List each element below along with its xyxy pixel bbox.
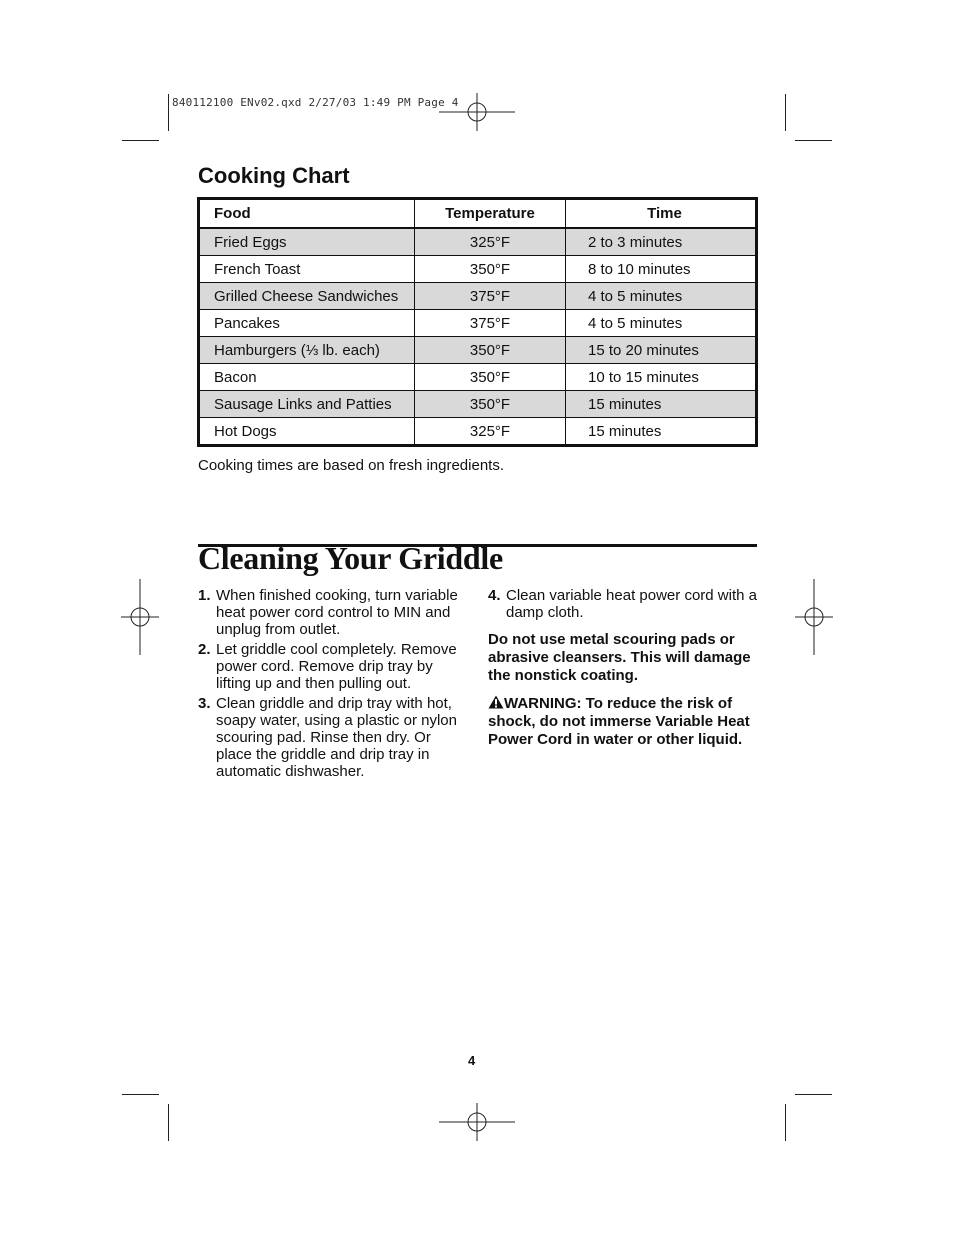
crop-mark-tl-h bbox=[122, 140, 159, 141]
header-food: Food bbox=[199, 199, 415, 229]
step-number: 1. bbox=[198, 587, 211, 604]
list-item bbox=[488, 587, 760, 621]
crop-mark-tr-h bbox=[795, 140, 832, 141]
table-row bbox=[199, 310, 757, 337]
cell-temperature: 350°F bbox=[415, 391, 566, 418]
cell-time: 15 minutes bbox=[566, 418, 757, 446]
crop-mark-bl-v bbox=[168, 1104, 169, 1141]
list-item bbox=[198, 641, 468, 692]
cell-food: French Toast bbox=[199, 256, 415, 283]
step-text: Clean griddle and drip tray with hot, soapy water, using a plastic or nylon scouring pad. Rinse then dry. Or place the griddle and drip tray in automatic dishwasher. bbox=[216, 695, 457, 780]
cleaning-steps-right bbox=[488, 587, 760, 753]
step-number: 3. bbox=[198, 695, 211, 712]
page-number: 4 bbox=[468, 1053, 476, 1068]
cell-food: Fried Eggs bbox=[199, 228, 415, 256]
header-time: Time bbox=[566, 199, 757, 229]
registration-mark-right-icon bbox=[795, 579, 833, 655]
crop-mark-tr-v bbox=[785, 94, 786, 131]
table-row bbox=[199, 364, 757, 391]
cell-temperature: 350°F bbox=[415, 364, 566, 391]
cell-food: Hot Dogs bbox=[199, 418, 415, 446]
caution-text: Do not use metal scouring pads or abrasive cleansers. This will damage the nonstick coating. bbox=[488, 631, 751, 684]
cell-food: Bacon bbox=[199, 364, 415, 391]
table-header-row bbox=[199, 199, 757, 229]
cell-food: Sausage Links and Patties bbox=[199, 391, 415, 418]
cell-food: Pancakes bbox=[199, 310, 415, 337]
cell-time: 2 to 3 minutes bbox=[566, 228, 757, 256]
cell-time: 15 minutes bbox=[566, 391, 757, 418]
cell-temperature: 325°F bbox=[415, 228, 566, 256]
cell-temperature: 375°F bbox=[415, 283, 566, 310]
cell-time: 15 to 20 minutes bbox=[566, 337, 757, 364]
registration-mark-left-icon bbox=[121, 579, 159, 655]
cooking-chart-note: Cooking times are based on fresh ingredients. bbox=[198, 457, 505, 474]
step-number: 4. bbox=[488, 587, 501, 604]
cell-temperature: 350°F bbox=[415, 256, 566, 283]
cell-temperature: 350°F bbox=[415, 337, 566, 364]
cleaning-title: Cleaning Your Griddle bbox=[198, 540, 503, 576]
crop-mark-bl-h bbox=[122, 1094, 159, 1095]
crop-mark-br-h bbox=[795, 1094, 832, 1095]
registration-mark-bottom-icon bbox=[439, 1103, 515, 1141]
cell-time: 4 to 5 minutes bbox=[566, 283, 757, 310]
list-item bbox=[198, 587, 468, 638]
table-row bbox=[199, 337, 757, 364]
cell-time: 4 to 5 minutes bbox=[566, 310, 757, 337]
step-text: Clean variable heat power cord with a damp cloth. bbox=[506, 587, 757, 621]
cell-food: Grilled Cheese Sandwiches bbox=[199, 283, 415, 310]
table-row bbox=[199, 256, 757, 283]
cell-time: 10 to 15 minutes bbox=[566, 364, 757, 391]
cell-time: 8 to 10 minutes bbox=[566, 256, 757, 283]
crop-mark-br-v bbox=[785, 1104, 786, 1141]
cooking-chart-title: Cooking Chart bbox=[198, 163, 350, 188]
registration-mark-top-icon bbox=[439, 93, 515, 131]
cell-temperature: 325°F bbox=[415, 418, 566, 446]
step-number: 2. bbox=[198, 641, 211, 658]
table-row bbox=[199, 228, 757, 256]
table-row bbox=[199, 418, 757, 446]
crop-mark-tl-v bbox=[168, 94, 169, 131]
cell-food: Hamburgers (⅓ lb. each) bbox=[199, 337, 415, 364]
list-item bbox=[198, 695, 468, 780]
step-text: Let griddle cool completely. Remove power cord. Remove drip tray by lifting up and then pulling out. bbox=[216, 641, 457, 692]
warning-paragraph bbox=[488, 695, 760, 749]
print-slug: 840112100 ENv02.qxd 2/27/03 1:49 PM Page 4 bbox=[172, 96, 459, 109]
table-row bbox=[199, 391, 757, 418]
step-text: When finished cooking, turn variable heat power cord control to MIN and unplug from outlet. bbox=[216, 587, 458, 638]
warning-triangle-icon bbox=[488, 695, 504, 709]
header-temperature: Temperature bbox=[415, 199, 566, 229]
table-row bbox=[199, 283, 757, 310]
warning-text: WARNING: To reduce the risk of shock, do not immerse Variable Heat Power Cord in water or other liquid. bbox=[488, 695, 750, 748]
cell-temperature: 375°F bbox=[415, 310, 566, 337]
cleaning-steps-left bbox=[198, 587, 468, 783]
cooking-chart-table bbox=[197, 197, 758, 447]
